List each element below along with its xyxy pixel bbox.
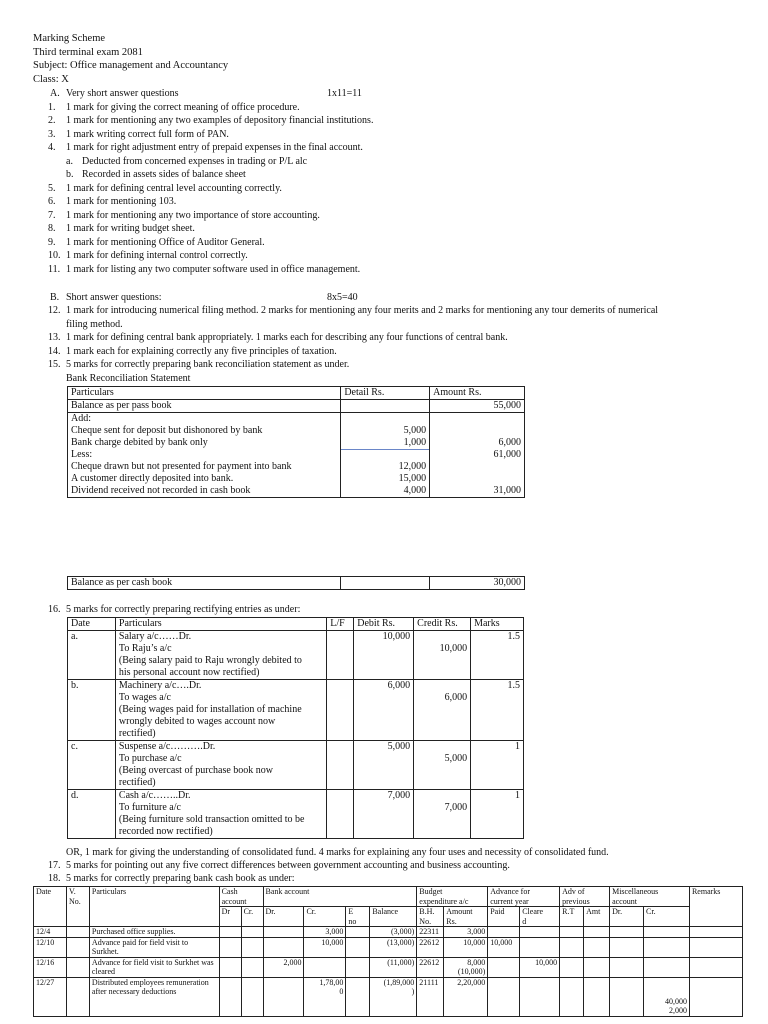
table-row: b. Machinery a/c….Dr. To wages a/c (Being wages paid for installation of machine wrongly debited to wages account now rectified) 6,000 6,000 1.5 [68,680,524,741]
section-a-heading: A. Very short answer questions 1x11=11 [50,88,362,99]
bank-reconciliation-table [67,386,525,498]
table-row: Cheque drawn but not presented for payment into bank 12,000 [68,461,525,473]
list-item: b. Recorded in assets sides of balance sheet [66,169,246,180]
list-item: 10. 1 mark for defining internal control correctly. [48,250,248,261]
table-row: a. Salary a/c……Dr. To Raju’s a/c (Being salary paid to Raju wrongly debited to his personal account now rectified) 10,000 10,000 1.5 [68,631,524,680]
list-item: 7. 1 mark for mentioning any two importance of store accounting. [48,210,320,221]
list-item: 1. 1 mark for giving the correct meaning of office procedure. [48,102,300,113]
document-header [33,32,228,86]
rect-header-row: Date Particulars L/F Debit Rs. Credit Rs. Marks [68,618,524,631]
entry-particulars: Machinery a/c….Dr. To wages a/c (Being wages paid for installation of machine wrongly debited to wages account now rectified) [115,680,326,741]
table-row: Less: 61,000 [68,449,525,461]
table-row: 12/27 Distributed employees remuneration after necessary deductions 1,78,00 0 (1,89,000 ) 21111 2,20,000 40,000 2,000 [34,977,743,1016]
list-item: 5. 1 mark for defining central level accounting correctly. [48,183,282,194]
q18: 18. 5 marks for correctly preparing bank cash book as under: [48,873,295,884]
brs-footer-row: Balance as per cash book 30,000 [68,577,525,590]
cb-header-row-1: Date V. No. Particulars Cash account Bank account Budget expenditure a/c Advance for current year Adv of previous Miscellaneous account Remarks [34,887,743,907]
table-row: 12/10 Advance paid for field visit to Surkhet. 10,000 (13,000) 22612 10,000 10,000 [34,937,743,957]
list-item: 6. 1 mark for mentioning 103. [48,196,177,207]
q17: 17. 5 marks for pointing out any five correct differences between government accounting and business accounting. [48,860,510,871]
list-item: 8. 1 mark for writing budget sheet. [48,223,195,234]
table-row: c. Suspense a/c……….Dr. To purchase a/c (Being overcast of purchase book now rectified) 5,000 5,000 1 [68,741,524,790]
table-row: 12/4 Purchased office supplies. 3,000 (3,000) 22311 3,000 [34,927,743,938]
rectifying-entries-table [67,617,524,839]
cb-header-row-2: Dr Cr. Dr. Cr. E no Balance B.H. No. Amount Rs. Paid Cleare d R.T Amt Dr. Cr. [34,907,743,927]
brs-footer-table [67,576,525,590]
q14: 14. 1 mark each for explaining correctly any five principles of taxation. [48,346,337,357]
list-item: 4. 1 mark for right adjustment entry of prepaid expenses in the final account. [48,142,363,153]
list-item: a. Deducted from concerned expenses in trading or P/L alc [66,156,308,167]
table-row: Bank charge debited by bank only 1,000 6,000 [68,437,525,449]
table-row: Cheque sent for deposit but dishonored by bank 5,000 [68,425,525,437]
exam-name: Third terminal exam 2081 [33,46,143,58]
doc-title: Marking Scheme [33,33,106,44]
list-item: 9. 1 mark for mentioning Office of Auditor General. [48,237,265,248]
q12-line1: 12. 1 mark for introducing numerical filing method. 2 marks for mentioning any four merits and 2 marks for mentioning any tour demerits of numerical [48,305,659,316]
entry-particulars: Salary a/c……Dr. To Raju’s a/c (Being salary paid to Raju wrongly debited to his personal account now rectified) [115,631,326,680]
list-item: 3. 1 mark writing correct full form of PAN. [48,129,229,140]
section-b-heading: B. Short answer questions: 8x5=40 [50,292,358,303]
q12-line2: filing method. [66,319,123,330]
bank-cash-book-table [33,886,743,1017]
class-line: Class: X [33,73,69,85]
table-row: A customer directly deposited into bank. 15,000 [68,473,525,485]
subject-line: Subject: Office management and Accountancy [33,60,229,71]
table-row: Add: [68,413,525,426]
table-row: Balance as per pass book 55,000 [68,400,525,413]
q16-or-text: OR, 1 mark for giving the understanding of consolidated fund. 4 marks for explaining any four uses and necessity of consolidated fund. [66,847,609,858]
q13: 13. 1 mark for defining central bank appropriately. 1 marks each for describing any four functions of central bank. [48,332,508,343]
brs-title: Bank Reconciliation Statement [66,373,191,384]
table-row: 12/16 Advance for field visit to Surkhet was cleared 2,000 (11,000) 22612 8,000 (10,000) 10,000 [34,957,743,977]
brs-header-row: Particulars Detail Rs. Amount Rs. [68,387,525,400]
q16: 16. 5 marks for correctly preparing rectifying entries as under: [48,604,301,615]
table-row: Dividend received not recorded in cash book 4,000 31,000 [68,485,525,498]
entry-particulars: Suspense a/c……….Dr. To purchase a/c (Being overcast of purchase book now rectified) [115,741,326,790]
q15: 15. 5 marks for correctly preparing bank reconciliation statement as under. [48,359,350,370]
entry-particulars: Cash a/c……..Dr. To furniture a/c (Being furniture sold transaction omitted to be recorded now rectified) [115,790,326,839]
list-item: 2. 1 mark for mentioning any two examples of depository financial institutions. [48,115,374,126]
list-item: 11. 1 mark for listing any two computer software used in office management. [48,264,361,275]
table-row: d. Cash a/c……..Dr. To furniture a/c (Being furniture sold transaction omitted to be recorded now rectified) 7,000 7,000 1 [68,790,524,839]
